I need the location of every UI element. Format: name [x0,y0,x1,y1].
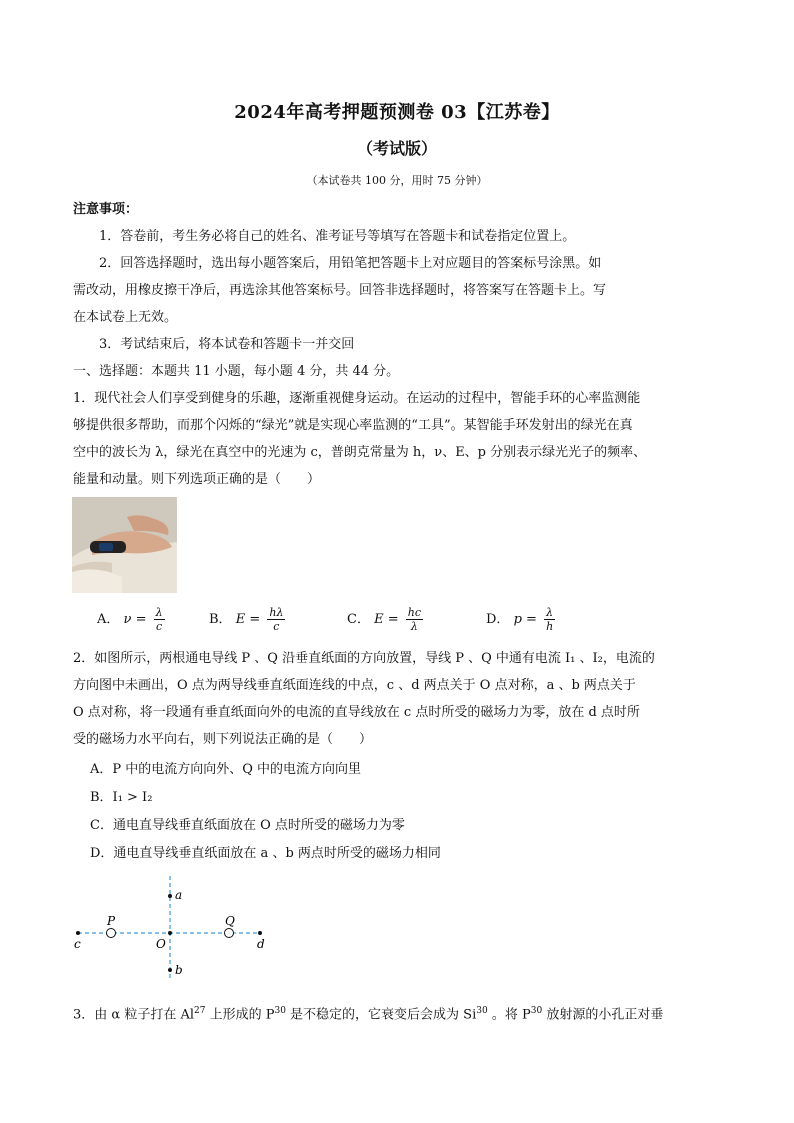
exam-meta: （本试卷共 100 分，用时 75 分钟） [306,174,488,187]
point-o [168,931,172,935]
numerator: hc [407,606,421,619]
q3-text: 放射源的小孔正对垂 [542,1007,664,1023]
label-c: c [74,937,81,951]
q1-line-2: 够提供很多帮助，而那个闪烁的“绿光”就是实现心率监测的“工具”。某智能手环发射出的绿光在真 [73,418,633,433]
q1-option-c[interactable] [347,606,423,633]
denominator: c [273,620,280,633]
label-b: b [175,963,183,977]
notice-item-2-cont: 需改动，用橡皮擦干净后，再选涂其他答案标号。回答非选择题时，将答案写在答题卡上。写 [73,283,607,298]
numerator: λ [546,606,554,619]
notice-item-1: 1．答卷前，考生务必将自己的姓名、准考证号等填写在答题卡和试卷指定位置上。 [99,229,576,244]
q2-option-b[interactable]: B．I₁ > I₂ [90,790,153,805]
q1-option-b[interactable] [209,606,285,633]
page-title: 2024年高考押题预测卷 03【江苏卷】 [234,102,560,123]
point-a [168,894,172,898]
superscript: 27 [194,1006,206,1016]
superscript: 30 [476,1006,488,1016]
fraction [267,606,285,633]
label-p: P [107,914,116,928]
q2-line-1: 2．如图所示，两根通电导线 P 、Q 沿垂直纸面的方向放置，导线 P 、Q 中通有电流 I₁ 、I₂，电流的 [73,651,655,666]
point-d [258,931,262,935]
page-subtitle: （考试版） [356,139,437,158]
option-label: A． [97,612,120,627]
q3-line-1 [73,1001,683,1025]
q1-option-d[interactable] [486,606,555,633]
option-lhs: E = [374,612,399,627]
denominator: c [156,620,163,633]
notice-item-2: 2．回答选择题时，选出每小题答案后，用铅笔把答题卡上对应题目的答案标号涂黑。如 [99,256,602,271]
label-q: Q [225,914,235,928]
label-o: O [156,937,166,951]
option-lhs: E = [235,612,261,627]
denominator: h [546,620,554,633]
q3-text: 。将 P [487,1007,531,1023]
q3-text: 是不稳定的，它衰变后会成为 Si [285,1007,477,1023]
fraction [154,606,165,633]
notice-heading: 注意事项： [73,202,139,217]
option-label: B． [209,612,232,627]
numerator: hλ [269,606,284,619]
q2-line-3: O 点对称，将一段通有垂直纸面向外的电流的直导线放在 c 点时所受的磁场力为零，放在 d 点时所 [73,705,640,720]
q1-line-4: 能量和动量。则下列选项正确的是（ ） [73,472,321,487]
option-lhs: ν = [123,612,147,627]
option-lhs: p = [513,612,537,627]
label-a: a [175,888,183,902]
q1-line-3: 空中的波长为 λ，绿光在真空中的光速为 c，普朗克常量为 h，ν、E、p 分别表示绿光光子的频率、 [73,445,647,460]
q1-photo [72,497,177,593]
q2-field-figure [70,872,280,982]
superscript: 30 [274,1006,286,1016]
q3-text: 3．由 α 粒子打在 Al [73,1007,194,1023]
wire-q [225,929,234,938]
denominator: λ [410,620,418,633]
wire-p [107,929,116,938]
point-c [76,931,80,935]
option-label: D． [486,612,510,627]
notice-item-3: 3．考试结束后，将本试卷和答题卡一并交回 [99,337,355,352]
superscript: 30 [530,1006,543,1016]
q3-text: 上形成的 P [205,1007,275,1023]
fraction [406,606,423,633]
q1-option-a[interactable] [97,606,165,633]
fraction [544,606,555,633]
section-heading: 一、选择题：本题共 11 小题，每小题 4 分，共 44 分。 [73,364,400,379]
option-label: C． [347,612,370,627]
notice-item-2-end: 在本试卷上无效。 [73,310,178,325]
numerator: λ [155,606,163,619]
point-b [168,968,172,972]
q2-option-c[interactable]: C．通电直导线垂直纸面放在 O 点时所受的磁场力为零 [90,818,405,833]
q1-line-1: 1．现代社会人们享受到健身的乐趣，逐渐重视健身运动。在运动的过程中，智能手环的心率监测能 [73,391,641,406]
q2-option-a[interactable]: A．P 中的电流方向向外、Q 中的电流方向向里 [90,762,362,777]
q2-line-2: 方向图中未画出，O 点为两导线垂直纸面连线的中点，c 、d 两点关于 O 点对称，a 、b 两点关于 [73,678,636,693]
label-d: d [257,937,265,951]
q2-option-d[interactable]: D．通电直导线垂直纸面放在 a 、b 两点时所受的磁场力相同 [90,846,441,861]
q2-line-4: 受的磁场力水平向右，则下列说法正确的是（ ） [73,732,373,747]
